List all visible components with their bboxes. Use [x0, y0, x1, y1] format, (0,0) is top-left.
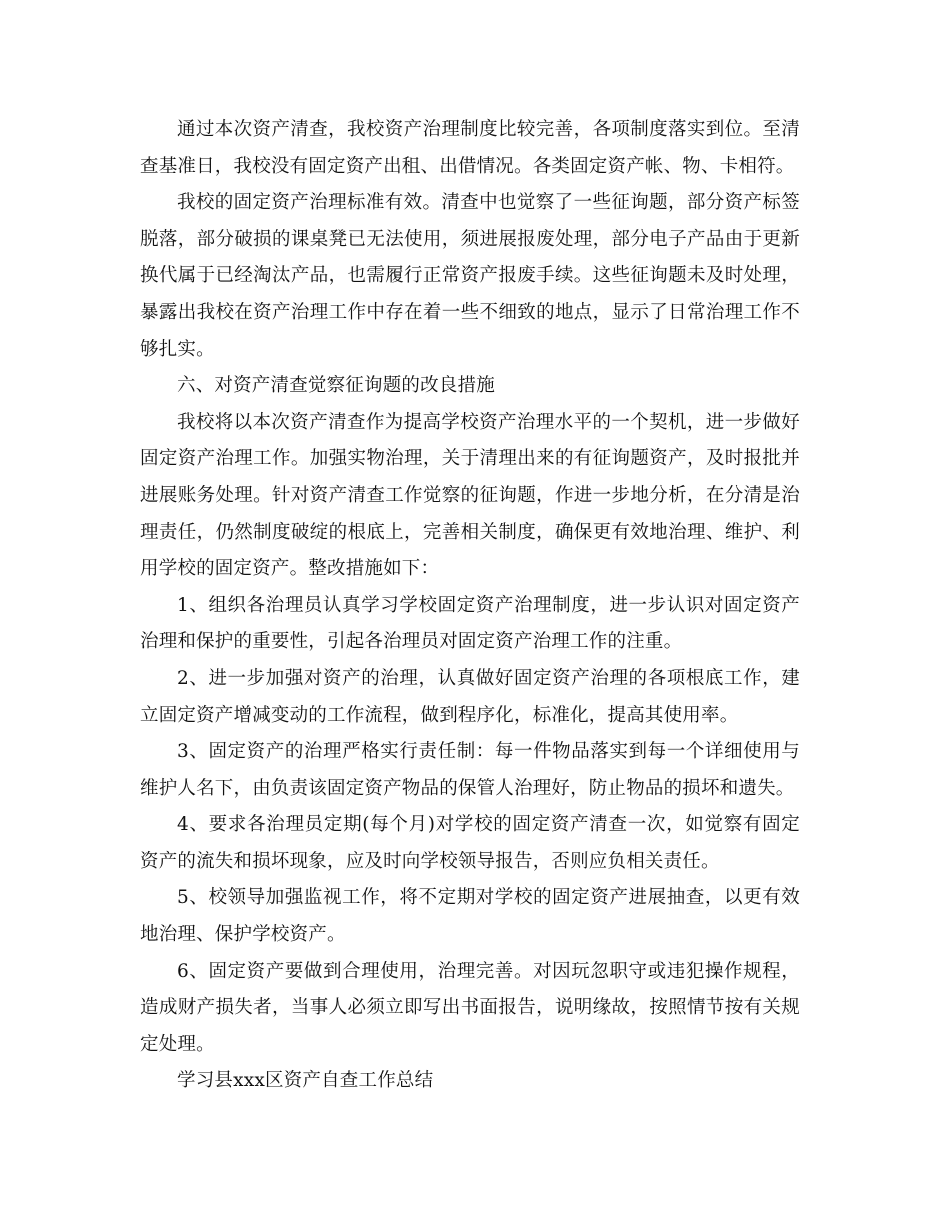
list-item-measure-4: 4、要求各治理员定期(每个月)对学校的固定资产清查一次，如觉察有固定资产的流失和损坏现象，应及时向学校领导报告，否则应负相关责任。: [140, 814, 800, 872]
paragraph-clearance-summary: 通过本次资产清查，我校资产治理制度比较完善，各项制度落实到位。至清查基准日，我校没有固定资产出租、出借情况。各类固定资产帐、物、卡相符。: [140, 119, 800, 177]
section-heading-improvement-measures: 六、对资产清查觉察征询题的改良措施: [177, 375, 495, 397]
paragraph-improvement-plan: 我校将以本次资产清查作为提高学校资产治理水平的一个契机，进一步做好固定资产治理工作。加强实物治理，关于清理出来的有征询题资产，及时报批并进展账务处理。针对资产清查工作觉察的征询题，作进一步地分析，在分清是治理责任，仍然制度破绽的根底上，完善相关制度，确保更有效地治理、维护、利用学校的固定资产。整改措施如下：: [140, 411, 800, 580]
list-item-measure-2: 2、进一步加强对资产的治理，认真做好固定资产治理的各项根底工作，建立固定资产增减变动的工作流程，做到程序化，标准化，提高其使用率。: [140, 667, 800, 726]
list-item-measure-1: 1、组织各治理员认真学习学校固定资产治理制度，进一步认识对固定资产治理和保护的重要性，引起各治理员对固定资产治理工作的注重。: [140, 594, 800, 653]
paragraph-problems-found: 我校的固定资产治理标准有效。清查中也觉察了一些征询题，部分资产标签脱落，部分破损的课桌凳已无法使用，须进展报废处理，部分电子产品由于更新换代属于已经淘汰产品，也需履行正常资产报废手续。这些征询题未及时处理，暴露出我校在资产治理工作中存在着一些不细致的地点，显示了日常治理工作不够扎实。: [140, 192, 800, 360]
list-item-measure-5: 5、校领导加强监视工作，将不定期对学校的固定资产进展抽查，以更有效地治理、保护学校资产。: [140, 887, 800, 946]
document-next-title: 学习县xxx区资产自查工作总结: [177, 1070, 434, 1092]
list-item-measure-6: 6、固定资产要做到合理使用，治理完善。对因玩忽职守或违犯操作规程，造成财产损失者，当事人必须立即写出书面报告，说明缘故，按照情节按有关规定处理。: [140, 960, 800, 1055]
document-body: [140, 112, 800, 1100]
list-item-measure-3: 3、固定资产的治理严格实行责任制：每一件物品落实到每一个详细使用与维护人名下，由负责该固定资产物品的保管人治理好，防止物品的损坏和遗失。: [140, 741, 800, 799]
